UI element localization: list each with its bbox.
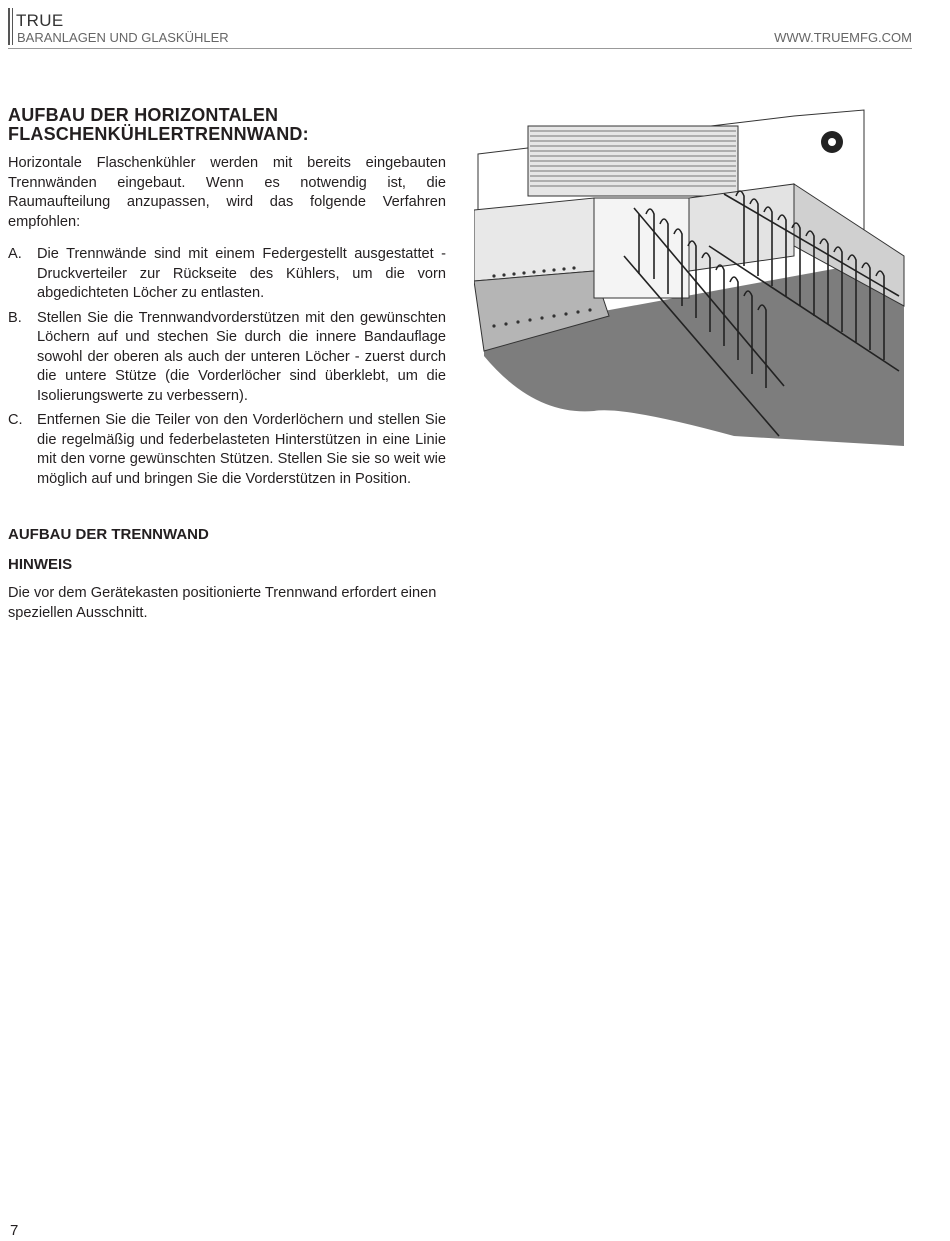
header-divider (8, 48, 912, 49)
intro-paragraph: Horizontale Flaschenkühler werden mit bereits eingebauten Trennwänden eingebaut. Wenn es notwendig ist, die Raumaufteilung anzupassen, wird das folgende Verfahren empfohlen: (8, 155, 446, 230)
bottle-cooler-divider-illustration (474, 106, 906, 446)
list-text: Die Trennwände sind mit einem Federgestellt ausgestattet - Druckverteiler zur Rückseite des Kühlers, um die vorn abgedichteten Löcher zu entlasten. (37, 246, 446, 301)
page-number: 7 (10, 1222, 19, 1239)
note-heading: HINWEIS (8, 556, 73, 573)
note-text: Die vor dem Gerätekasten positionierte Trennwand erfordert einen speziellen Ausschnitt. (8, 585, 437, 621)
section-title-divider-setup: AUFBAU DER TRENNWAND (8, 526, 209, 543)
section-title-line-2: FLASCHENKÜHLERTRENNWAND: (8, 124, 309, 144)
list-marker: A. (8, 246, 22, 262)
list-text: Stellen Sie die Trennwandvorderstützen mit den gewünschten Löchern auf und stechen Sie durch die innere Bandauflage sowohl der oberen als auch der unteren Löcher - zuerst durch die untere Stütze (die Vorderlöcher sind überklebt, um die Isolierungswerte zu verbessern). (37, 309, 446, 404)
header-brand-bars (8, 8, 13, 45)
header-subtitle: BARANLAGEN UND GLASKÜHLER (17, 30, 229, 45)
list-marker: B. (8, 309, 22, 326)
main-text-column (8, 106, 446, 623)
brand-name: TRUE (16, 11, 64, 30)
header-url: WWW.TRUEMFG.COM (774, 30, 912, 45)
list-item (8, 411, 446, 489)
list-item (8, 245, 446, 304)
list-marker: C. (8, 412, 23, 428)
list-text: Entfernen Sie die Teiler von den Vorderlöchern und stellen Sie die regelmäßig und federbelasteten Hinterstützen in eine Linie mit den vorne gewünschten Stützen. Stellen Sie sie so weit wie möglich auf und bringen Sie die Vorderstützen in Position. (37, 412, 446, 487)
section-title-line-1: AUFBAU DER HORIZONTALEN (8, 105, 279, 125)
list-item (8, 309, 446, 407)
steps-list (8, 245, 446, 489)
page-header (8, 8, 912, 48)
section-title-horizontal-divider (8, 106, 446, 144)
